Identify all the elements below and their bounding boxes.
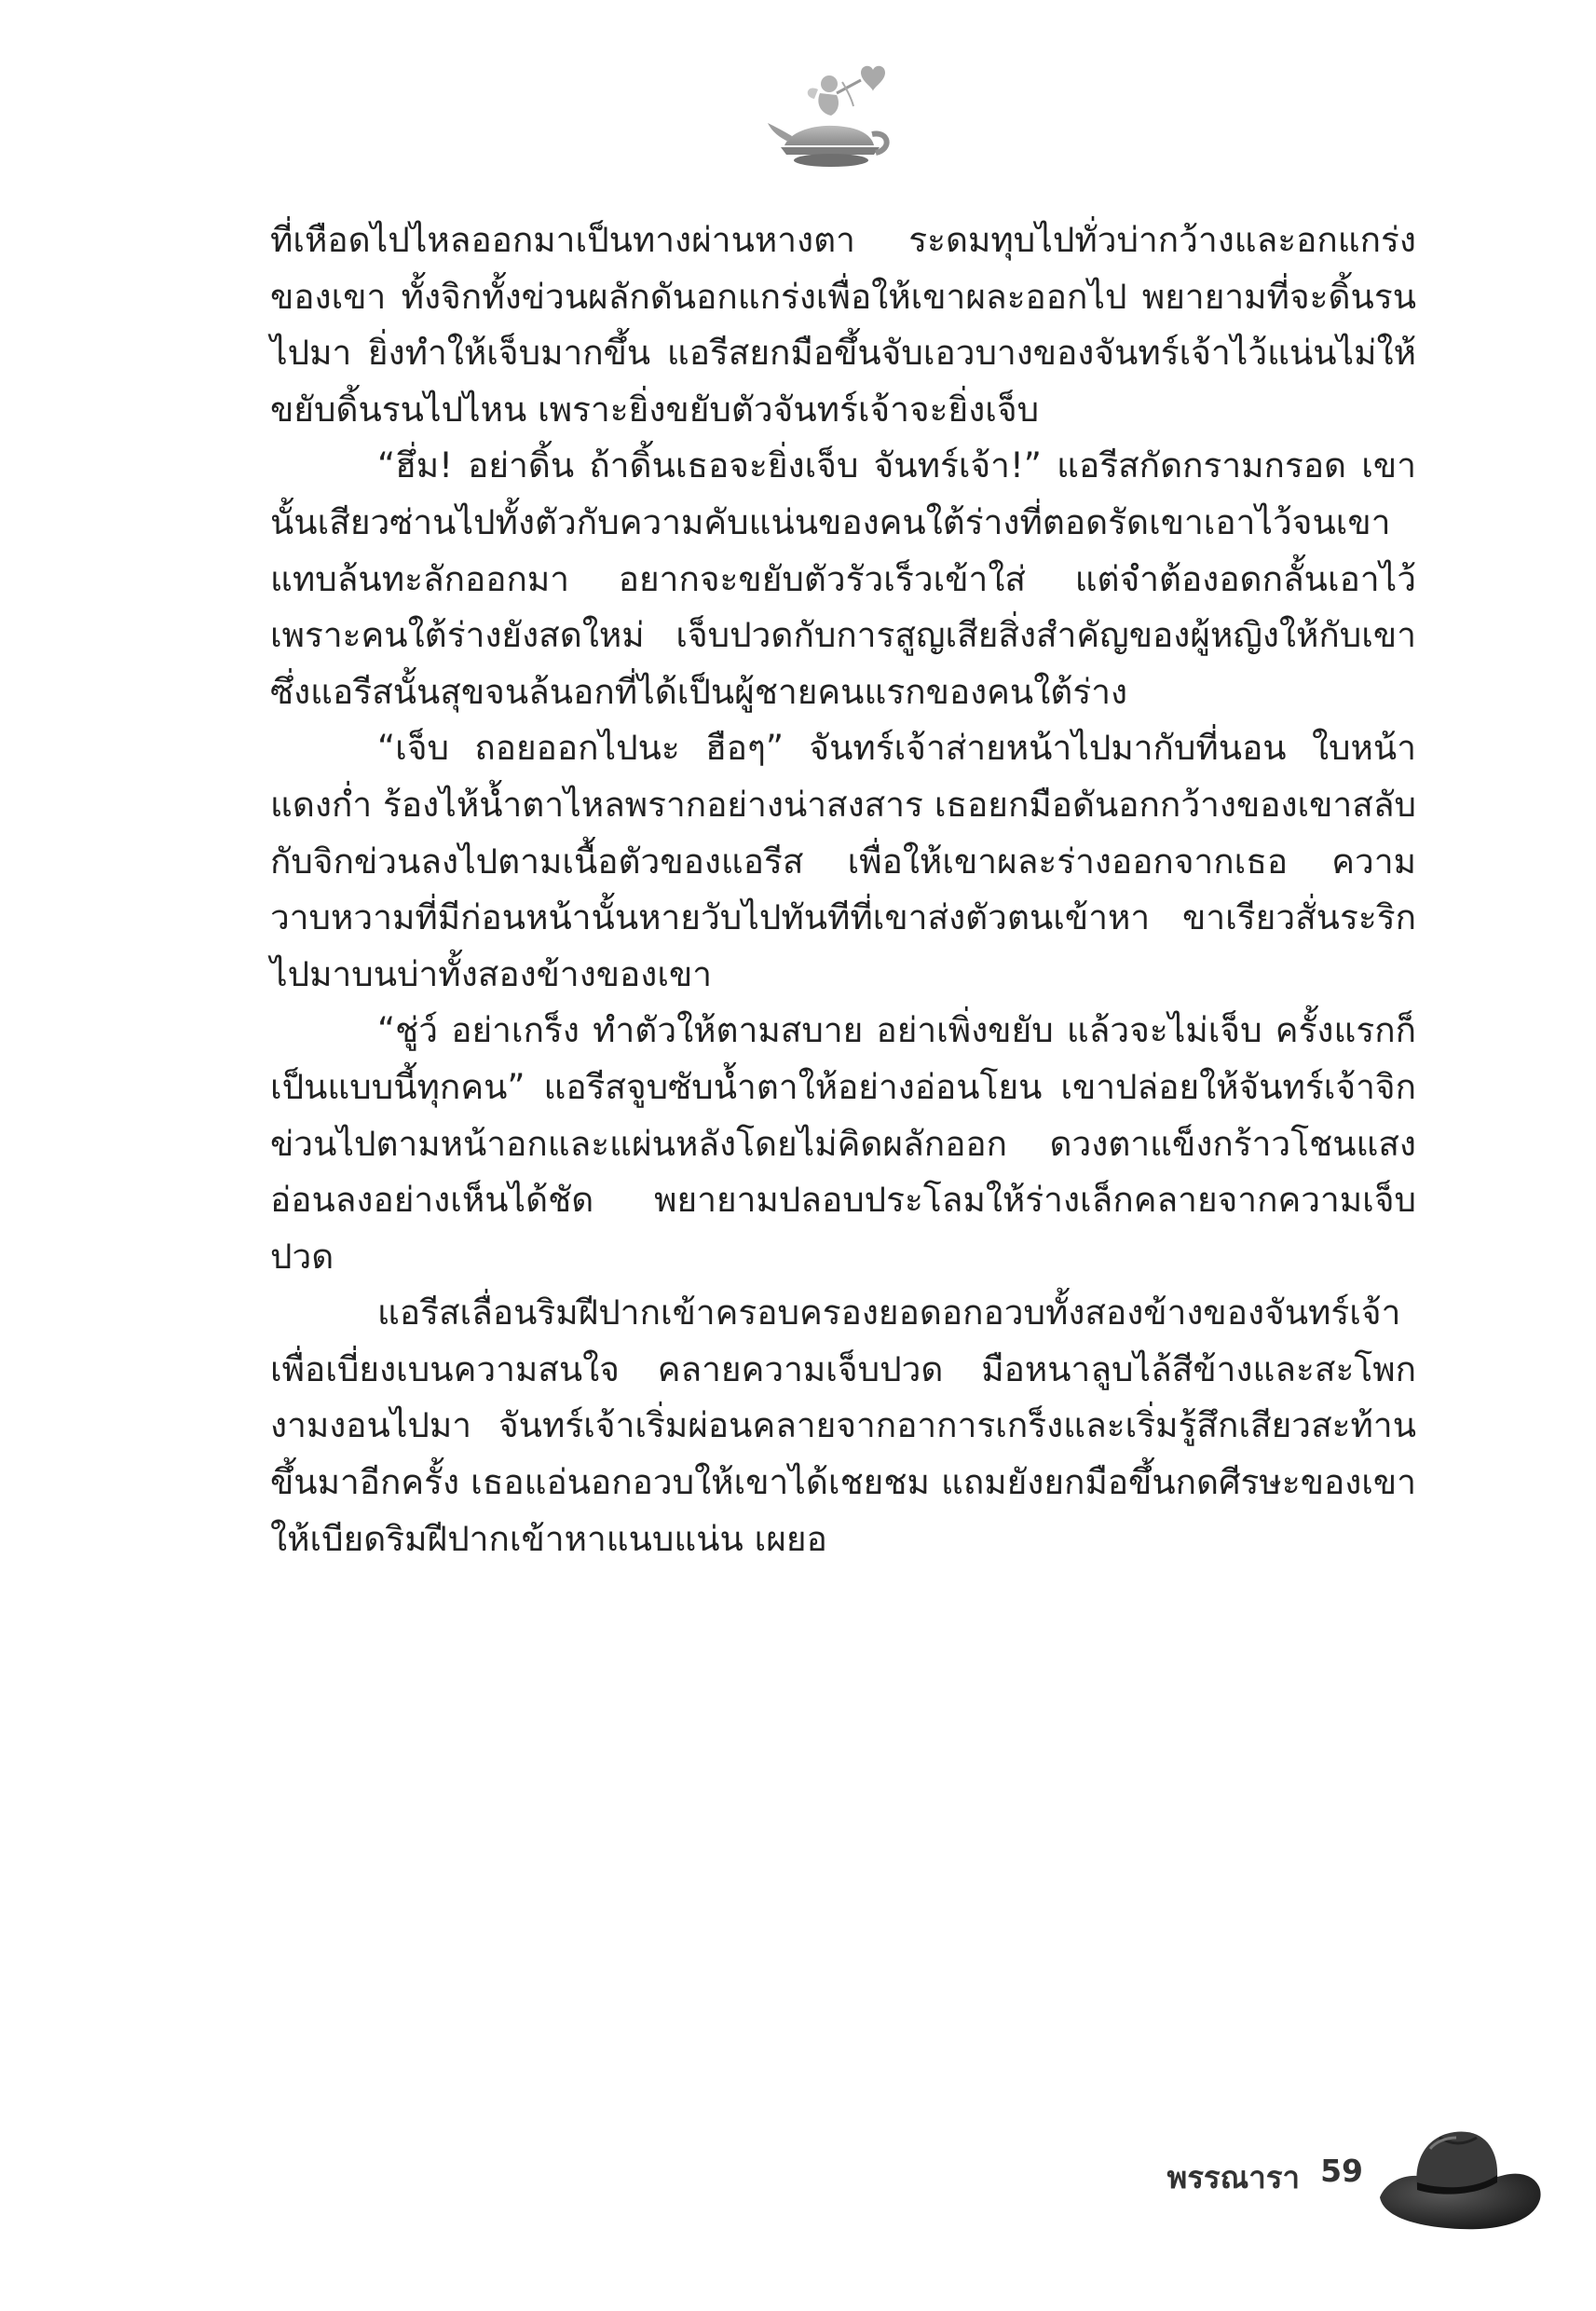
cowboy-hat-icon [1374, 2113, 1547, 2244]
paragraph-5: แอรีสเลื่อนริมฝีปากเข้าครอบครองยอดอกอวบทั้งสองข้างของจันทร์เจ้าเพื่อเบี่ยงเบนความสนใจ คลายความเจ็บปวด มือหนาลูบไล้สีข้างและสะโพกงามงอนไปมา จันทร์เจ้าเริ่มผ่อนคลายจากอาการเกร็งและเริ่มรู้สึกเสียวสะท้านขึ้นมาอีกครั้ง เธอแอ่นอกอวบให้เขาได้เชยชม แถมยังยกมือขึ้นกดศีรษะของเขาให้เบียดริมฝีปากเข้าหาแนบแน่น เผยอ [270, 1292, 1416, 1559]
story-text [270, 212, 1416, 1567]
cupid-teapot-ornament-icon [764, 56, 904, 177]
footer-author: พรรณารา [1166, 2159, 1301, 2195]
page-number: 59 [1320, 2153, 1363, 2189]
paragraph-3: “เจ็บ ถอยออกไปนะ ฮือๆ” จันทร์เจ้าส่ายหน้าไปมากับที่นอน ใบหน้าแดงก่ำ ร้องไห้น้ำตาไหลพรากอย่างน่าสงสาร เธอยกมือดันอกกว้างของเขาสลับกับจิกข่วนลงไปตามเนื้อตัวของแอรีส เพื่อให้เขาผละร่างออกจากเธอ ความวาบหวามที่มีก่อนหน้านั้นหายวับไปทันทีที่เขาส่งตัวตนเข้าหา ขาเรียวสั่นระริกไปมาบนบ่าทั้งสองข้างของเขา [270, 728, 1416, 994]
page-footer [897, 2153, 1363, 2202]
paragraph-4: “ชู่ว์ อย่าเกร็ง ทำตัวให้ตามสบาย อย่าเพิ่งขยับ แล้วจะไม่เจ็บ ครั้งแรกก็เป็นแบบนี้ทุกคน” แอรีสจูบซับน้ำตาให้อย่างอ่อนโยน เขาปล่อยให้จันทร์เจ้าจิกข่วนไปตามหน้าอกและแผ่นหลังโดยไม่คิดผลักออก ดวงตาแข็งกร้าวโชนแสงอ่อนลงอย่างเห็นได้ชัด พยายามปลอบประโลมให้ร่างเล็กคลายจากความเจ็บปวด [270, 1010, 1416, 1277]
paragraph-2: “ฮึ่ม! อย่าดิ้น ถ้าดิ้นเธอจะยิ่งเจ็บ จันทร์เจ้า!” แอรีสกัดกรามกรอด เขานั้นเสียวซ่านไปทั้งตัวกับความคับแน่นของคนใต้ร่างที่ตอดรัดเขาเอาไว้จนเขาแทบล้นทะลักออกมา อยากจะขยับตัวรัวเร็วเข้าใส่ แต่จำต้องอดกลั้นเอาไว้ เพราะคนใต้ร่างยังสดใหม่ เจ็บปวดกับการสูญเสียสิ่งสำคัญของผู้หญิงให้กับเขา ซึ่งแอรีสนั้นสุขจนล้นอกที่ได้เป็นผู้ชายคนแรกของคนใต้ร่าง [270, 445, 1416, 712]
paragraph-1: ที่เหือดไปไหลออกมาเป็นทางผ่านหางตา ระดมทุบไปทั่วบ่ากว้างและอกแกร่งของเขา ทั้งจิกทั้งข่วนผลักดันอกแกร่งเพื่อให้เขาผละออกไป พยายามที่จะดิ้นรนไปมา ยิ่งทำให้เจ็บมากขึ้น แอรีสยกมือขึ้นจับเอวบางของจันทร์เจ้าไว้แน่นไม่ให้ขยับดิ้นรนไปไหน เพราะยิ่งขยับตัวจันทร์เจ้าจะยิ่งเจ็บ [270, 220, 1416, 430]
